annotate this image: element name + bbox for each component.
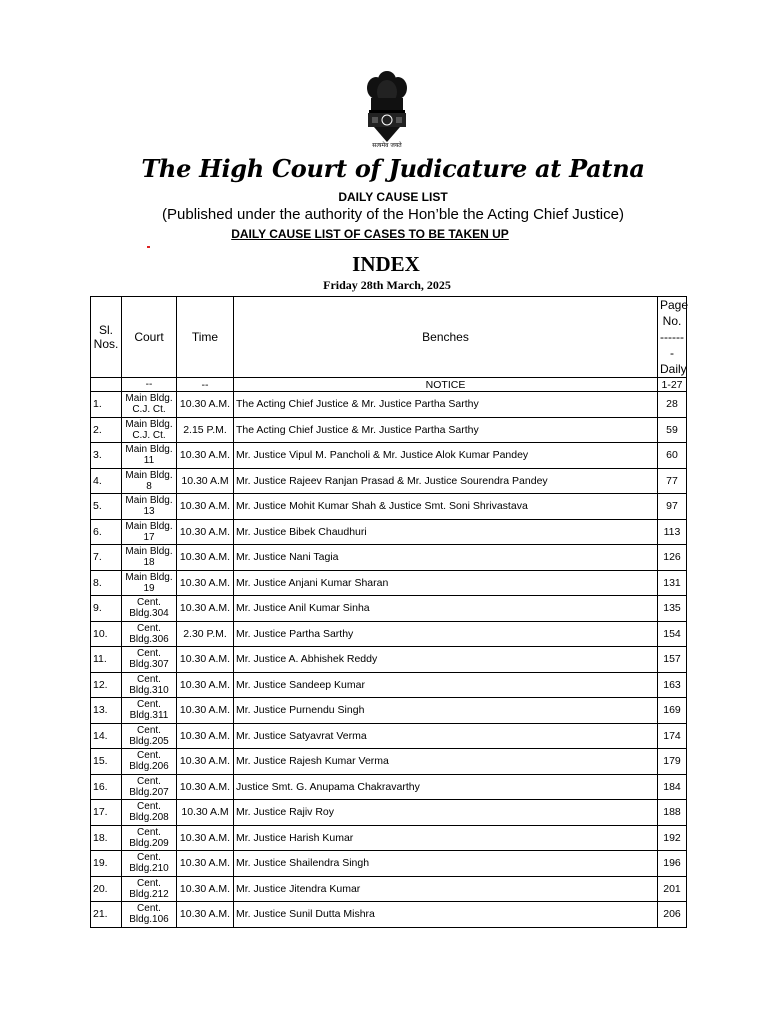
row-court-line2: 11 bbox=[143, 455, 155, 467]
row-court-line1: Main Bldg. bbox=[125, 393, 173, 405]
row-page: 163 bbox=[658, 672, 687, 698]
row-bench: Mr. Justice Nani Tagia bbox=[234, 545, 658, 571]
emblem-motto: सत्यमेव जयते bbox=[372, 142, 402, 149]
row-court bbox=[122, 902, 177, 928]
notice-page: 1-27 bbox=[658, 378, 687, 392]
row-court bbox=[122, 851, 177, 877]
row-bench: Mr. Justice Rajesh Kumar Verma bbox=[234, 749, 658, 775]
row-court-line1: Cent. bbox=[137, 801, 161, 813]
header-page-line2: No. bbox=[662, 314, 682, 328]
row-court-line2: C.J. Ct. bbox=[132, 429, 166, 441]
court-title: The High Court of Judicature at Patna bbox=[141, 154, 645, 183]
row-time: 10.30 A.M. bbox=[177, 698, 234, 724]
row-court bbox=[122, 468, 177, 494]
decorative-mark bbox=[147, 246, 150, 248]
row-sl: 8. bbox=[91, 570, 122, 596]
row-court bbox=[122, 596, 177, 622]
header-page-line1: Page bbox=[660, 298, 689, 312]
row-sl: 16. bbox=[91, 774, 122, 800]
row-time: 2.15 P.M. bbox=[177, 417, 234, 443]
row-page: 77 bbox=[658, 468, 687, 494]
row-court-line1: Cent. bbox=[137, 826, 161, 838]
row-bench: The Acting Chief Justice & Mr. Justice Partha Sarthy bbox=[234, 392, 658, 418]
row-court-line1: Main Bldg. bbox=[125, 469, 173, 481]
row-court-line2: 19 bbox=[143, 582, 155, 594]
table-header-row bbox=[91, 297, 687, 378]
row-court-line2: Bldg.311 bbox=[129, 710, 169, 722]
authority-line: (Published under the authority of the Hon’ble the Acting Chief Justice) bbox=[162, 206, 624, 223]
row-court-line2: 8 bbox=[146, 480, 152, 492]
row-time: 10.30 A.M bbox=[177, 468, 234, 494]
table-row bbox=[91, 392, 687, 418]
row-sl: 17. bbox=[91, 800, 122, 826]
row-page: 179 bbox=[658, 749, 687, 775]
notice-court: -- bbox=[122, 378, 177, 392]
table-row bbox=[91, 672, 687, 698]
row-court-line1: Cent. bbox=[137, 903, 161, 915]
row-court-line2: Bldg.106 bbox=[129, 914, 169, 926]
row-court-line1: Main Bldg. bbox=[125, 520, 173, 532]
header-benches: Benches bbox=[234, 297, 658, 378]
row-bench: Mr. Justice A. Abhishek Reddy bbox=[234, 647, 658, 673]
row-page: 135 bbox=[658, 596, 687, 622]
table-row bbox=[91, 723, 687, 749]
row-bench: Mr. Justice Sunil Dutta Mishra bbox=[234, 902, 658, 928]
table-row bbox=[91, 417, 687, 443]
row-bench: Mr. Justice Partha Sarthy bbox=[234, 621, 658, 647]
row-time: 10.30 A.M bbox=[177, 800, 234, 826]
row-time: 10.30 A.M. bbox=[177, 519, 234, 545]
document-subtitle: DAILY CAUSE LIST bbox=[338, 190, 448, 204]
notice-sl bbox=[91, 378, 122, 392]
row-sl: 3. bbox=[91, 443, 122, 469]
row-sl: 5. bbox=[91, 494, 122, 520]
row-sl: 12. bbox=[91, 672, 122, 698]
table-row bbox=[91, 443, 687, 469]
row-sl: 20. bbox=[91, 876, 122, 902]
row-court bbox=[122, 749, 177, 775]
row-time: 10.30 A.M. bbox=[177, 876, 234, 902]
notice-time: -- bbox=[177, 378, 234, 392]
index-table bbox=[90, 296, 687, 928]
row-page: 188 bbox=[658, 800, 687, 826]
row-time: 10.30 A.M. bbox=[177, 723, 234, 749]
row-court-line1: Cent. bbox=[137, 597, 161, 609]
row-bench: Mr. Justice Harish Kumar bbox=[234, 825, 658, 851]
row-time: 10.30 A.M. bbox=[177, 647, 234, 673]
row-court-line1: Cent. bbox=[137, 877, 161, 889]
header-page bbox=[658, 297, 687, 378]
row-sl: 15. bbox=[91, 749, 122, 775]
row-court-line2: Bldg.208 bbox=[129, 812, 169, 824]
row-bench: Mr. Justice Anil Kumar Sinha bbox=[234, 596, 658, 622]
list-date: Friday 28th March, 2025 bbox=[323, 278, 451, 292]
row-court-line2: Bldg.304 bbox=[129, 608, 169, 620]
row-court-line1: Cent. bbox=[137, 699, 161, 711]
row-court-line1: Main Bldg. bbox=[125, 495, 173, 507]
row-court bbox=[122, 443, 177, 469]
header-court: Court bbox=[122, 297, 177, 378]
table-row bbox=[91, 519, 687, 545]
row-court bbox=[122, 698, 177, 724]
row-court-line2: Bldg.207 bbox=[129, 786, 169, 798]
header-page-line3: ------- bbox=[660, 330, 684, 360]
row-page: 169 bbox=[658, 698, 687, 724]
row-court-line1: Cent. bbox=[137, 724, 161, 736]
row-bench: Mr. Justice Rajeev Ranjan Prasad & Mr. Justice Sourendra Pandey bbox=[234, 468, 658, 494]
row-time: 10.30 A.M. bbox=[177, 596, 234, 622]
row-court-line2: 18 bbox=[143, 557, 155, 569]
row-sl: 4. bbox=[91, 468, 122, 494]
row-court bbox=[122, 494, 177, 520]
row-court-line1: Main Bldg. bbox=[125, 546, 173, 558]
row-sl: 10. bbox=[91, 621, 122, 647]
table-row bbox=[91, 749, 687, 775]
row-sl: 1. bbox=[91, 392, 122, 418]
row-court-line1: Cent. bbox=[137, 750, 161, 762]
table-row bbox=[91, 876, 687, 902]
row-court bbox=[122, 417, 177, 443]
row-page: 174 bbox=[658, 723, 687, 749]
row-court-line2: Bldg.205 bbox=[129, 735, 169, 747]
row-court-line1: Cent. bbox=[137, 775, 161, 787]
row-court bbox=[122, 825, 177, 851]
row-time: 10.30 A.M. bbox=[177, 774, 234, 800]
row-time: 10.30 A.M. bbox=[177, 825, 234, 851]
row-page: 60 bbox=[658, 443, 687, 469]
row-sl: 7. bbox=[91, 545, 122, 571]
row-page: 196 bbox=[658, 851, 687, 877]
row-bench: The Acting Chief Justice & Mr. Justice Partha Sarthy bbox=[234, 417, 658, 443]
row-page: 201 bbox=[658, 876, 687, 902]
row-page: 192 bbox=[658, 825, 687, 851]
row-court-line2: Bldg.209 bbox=[129, 837, 169, 849]
row-court-line1: Main Bldg. bbox=[125, 418, 173, 430]
row-court-line1: Cent. bbox=[137, 852, 161, 864]
row-bench: Mr. Justice Shailendra Singh bbox=[234, 851, 658, 877]
table-row bbox=[91, 494, 687, 520]
row-page: 97 bbox=[658, 494, 687, 520]
index-title: INDEX bbox=[352, 252, 420, 276]
row-time: 10.30 A.M. bbox=[177, 749, 234, 775]
row-sl: 19. bbox=[91, 851, 122, 877]
table-row bbox=[91, 800, 687, 826]
row-court-line2: Bldg.206 bbox=[129, 761, 169, 773]
table-row bbox=[91, 621, 687, 647]
row-court-line2: Bldg.306 bbox=[129, 633, 169, 645]
row-sl: 13. bbox=[91, 698, 122, 724]
row-page: 28 bbox=[658, 392, 687, 418]
row-bench: Mr. Justice Mohit Kumar Shah & Justice Smt. Soni Shrivastava bbox=[234, 494, 658, 520]
row-court-line2: Bldg.307 bbox=[129, 659, 169, 671]
row-court bbox=[122, 774, 177, 800]
row-time: 10.30 A.M. bbox=[177, 851, 234, 877]
row-court-line2: Bldg.212 bbox=[129, 888, 169, 900]
row-sl: 2. bbox=[91, 417, 122, 443]
row-page: 59 bbox=[658, 417, 687, 443]
row-court bbox=[122, 570, 177, 596]
row-page: 126 bbox=[658, 545, 687, 571]
table-row bbox=[91, 698, 687, 724]
row-court bbox=[122, 647, 177, 673]
row-page: 184 bbox=[658, 774, 687, 800]
row-page: 157 bbox=[658, 647, 687, 673]
table-row bbox=[91, 545, 687, 571]
row-time: 10.30 A.M. bbox=[177, 902, 234, 928]
row-court-line2: Bldg.210 bbox=[129, 863, 169, 875]
row-bench: Mr. Justice Anjani Kumar Sharan bbox=[234, 570, 658, 596]
row-bench: Mr. Justice Rajiv Roy bbox=[234, 800, 658, 826]
row-court-line2: Bldg.310 bbox=[129, 684, 169, 696]
row-sl: 18. bbox=[91, 825, 122, 851]
row-bench: Mr. Justice Satyavrat Verma bbox=[234, 723, 658, 749]
row-time: 10.30 A.M. bbox=[177, 443, 234, 469]
row-bench: Mr. Justice Bibek Chaudhuri bbox=[234, 519, 658, 545]
row-page: 154 bbox=[658, 621, 687, 647]
row-court-line1: Main Bldg. bbox=[125, 571, 173, 583]
row-court bbox=[122, 672, 177, 698]
row-time: 10.30 A.M. bbox=[177, 494, 234, 520]
table-row bbox=[91, 570, 687, 596]
national-emblem-icon bbox=[362, 68, 412, 150]
row-court-line1: Cent. bbox=[137, 673, 161, 685]
row-court bbox=[122, 621, 177, 647]
row-court-line2: 13 bbox=[143, 506, 155, 518]
row-page: 131 bbox=[658, 570, 687, 596]
row-bench: Mr. Justice Jitendra Kumar bbox=[234, 876, 658, 902]
row-sl: 21. bbox=[91, 902, 122, 928]
table-row bbox=[91, 851, 687, 877]
row-court bbox=[122, 392, 177, 418]
cases-heading: DAILY CAUSE LIST OF CASES TO BE TAKEN UP bbox=[231, 227, 509, 241]
notice-bench: NOTICE bbox=[234, 378, 658, 392]
table-row bbox=[91, 774, 687, 800]
row-page: 113 bbox=[658, 519, 687, 545]
row-page: 206 bbox=[658, 902, 687, 928]
table-row bbox=[91, 825, 687, 851]
table-row bbox=[91, 596, 687, 622]
row-bench: Mr. Justice Sandeep Kumar bbox=[234, 672, 658, 698]
row-bench: Justice Smt. G. Anupama Chakravarthy bbox=[234, 774, 658, 800]
header-time: Time bbox=[177, 297, 234, 378]
row-time: 10.30 A.M. bbox=[177, 392, 234, 418]
row-court-line2: C.J. Ct. bbox=[132, 404, 166, 416]
row-court bbox=[122, 519, 177, 545]
row-time: 10.30 A.M. bbox=[177, 672, 234, 698]
notice-row bbox=[91, 378, 687, 392]
row-sl: 6. bbox=[91, 519, 122, 545]
row-time: 10.30 A.M. bbox=[177, 545, 234, 571]
table-row bbox=[91, 647, 687, 673]
row-bench: Mr. Justice Purnendu Singh bbox=[234, 698, 658, 724]
row-court-line1: Cent. bbox=[137, 648, 161, 660]
row-court bbox=[122, 545, 177, 571]
table-row bbox=[91, 902, 687, 928]
row-court bbox=[122, 723, 177, 749]
row-bench: Mr. Justice Vipul M. Pancholi & Mr. Justice Alok Kumar Pandey bbox=[234, 443, 658, 469]
row-sl: 9. bbox=[91, 596, 122, 622]
header-page-line4: Daily bbox=[660, 362, 687, 376]
row-court-line1: Cent. bbox=[137, 622, 161, 634]
row-court bbox=[122, 800, 177, 826]
row-court-line2: 17 bbox=[143, 531, 155, 543]
table-row bbox=[91, 468, 687, 494]
header-sl: Sl. Nos. bbox=[91, 297, 122, 378]
row-time: 2.30 P.M. bbox=[177, 621, 234, 647]
row-sl: 14. bbox=[91, 723, 122, 749]
row-court bbox=[122, 876, 177, 902]
row-sl: 11. bbox=[91, 647, 122, 673]
row-time: 10.30 A.M. bbox=[177, 570, 234, 596]
row-court-line1: Main Bldg. bbox=[125, 444, 173, 456]
